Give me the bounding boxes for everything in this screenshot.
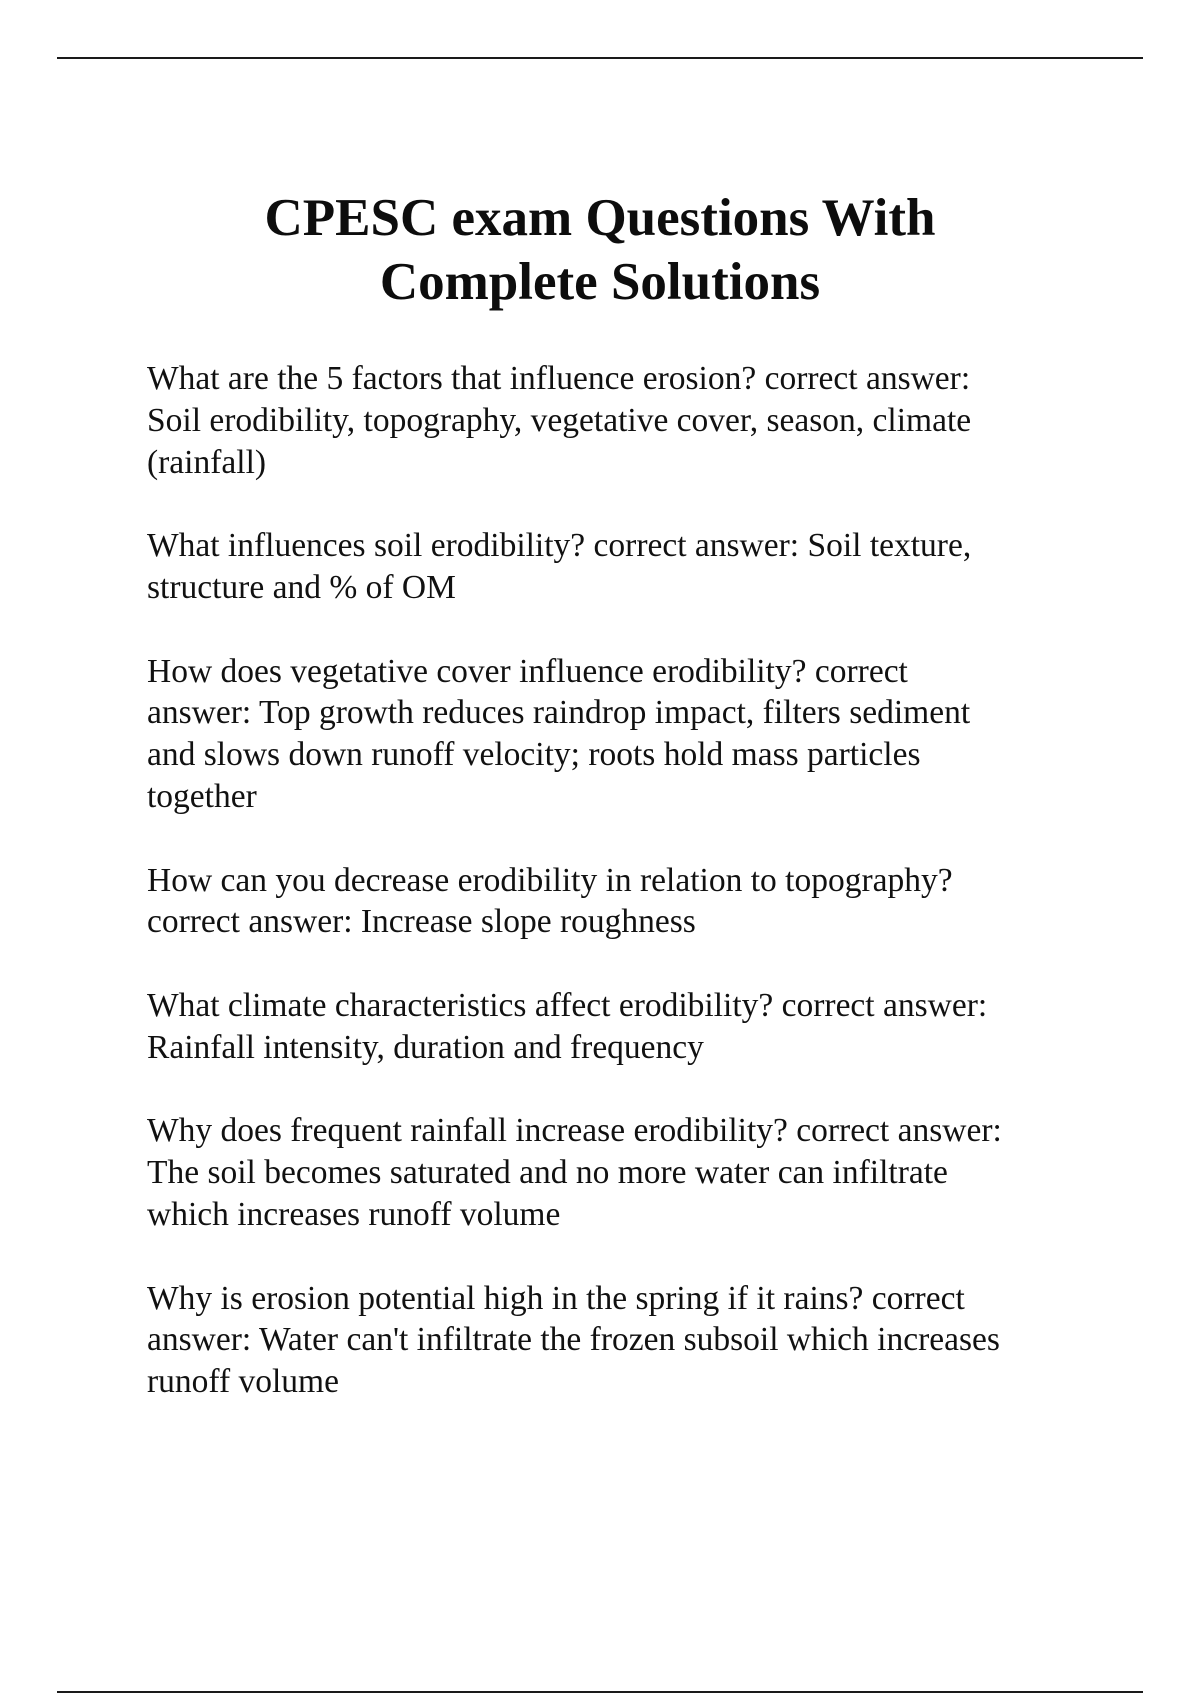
title-line-1: CPESC exam Questions With bbox=[264, 189, 936, 247]
qa-line: which increases runoff volume bbox=[147, 1195, 561, 1233]
qa-line: Soil erodibility, topography, vegetative cover, season, climate bbox=[147, 401, 972, 439]
document-title bbox=[100, 186, 1100, 314]
qa-line: runoff volume bbox=[147, 1363, 339, 1401]
top-rule bbox=[57, 57, 1143, 59]
qa-line: What climate characteristics affect erodibility? correct answer: bbox=[147, 986, 988, 1024]
bottom-rule bbox=[57, 1691, 1143, 1693]
title-line-2: Complete Solutions bbox=[379, 253, 821, 311]
qa-line: Rainfall intensity, duration and frequency bbox=[147, 1028, 704, 1066]
qa-line: How does vegetative cover influence erodibility? correct bbox=[147, 652, 908, 690]
qa-item-1 bbox=[147, 358, 1107, 483]
qa-line: together bbox=[147, 777, 257, 815]
qa-item-5 bbox=[147, 985, 1107, 1069]
qa-line: Why is erosion potential high in the spring if it rains? correct bbox=[147, 1279, 965, 1317]
qa-line: (rainfall) bbox=[147, 443, 267, 481]
qa-item-4 bbox=[147, 860, 1107, 944]
qa-line: How can you decrease erodibility in relation to topography? bbox=[147, 861, 953, 899]
qa-line: What influences soil erodibility? correct answer: Soil texture, bbox=[147, 527, 972, 565]
qa-line: correct answer: Increase slope roughness bbox=[147, 903, 696, 941]
qa-line: The soil becomes saturated and no more water can infiltrate bbox=[147, 1154, 948, 1192]
qa-item-2 bbox=[147, 525, 1107, 609]
qa-line: Why does frequent rainfall increase erodibility? correct answer: bbox=[147, 1112, 1002, 1150]
qa-line: answer: Water can't infiltrate the frozen subsoil which increases bbox=[147, 1321, 1000, 1359]
qa-item-6 bbox=[147, 1110, 1107, 1235]
qa-line: answer: Top growth reduces raindrop impact, filters sediment bbox=[147, 694, 971, 732]
qa-line: structure and % of OM bbox=[147, 568, 456, 606]
qa-line: What are the 5 factors that influence erosion? correct answer: bbox=[147, 360, 971, 397]
qa-item-7 bbox=[147, 1278, 1107, 1403]
qa-item-3 bbox=[147, 651, 1107, 818]
qa-line: and slows down runoff velocity; roots hold mass particles bbox=[147, 736, 921, 774]
qa-list bbox=[147, 358, 1107, 1445]
